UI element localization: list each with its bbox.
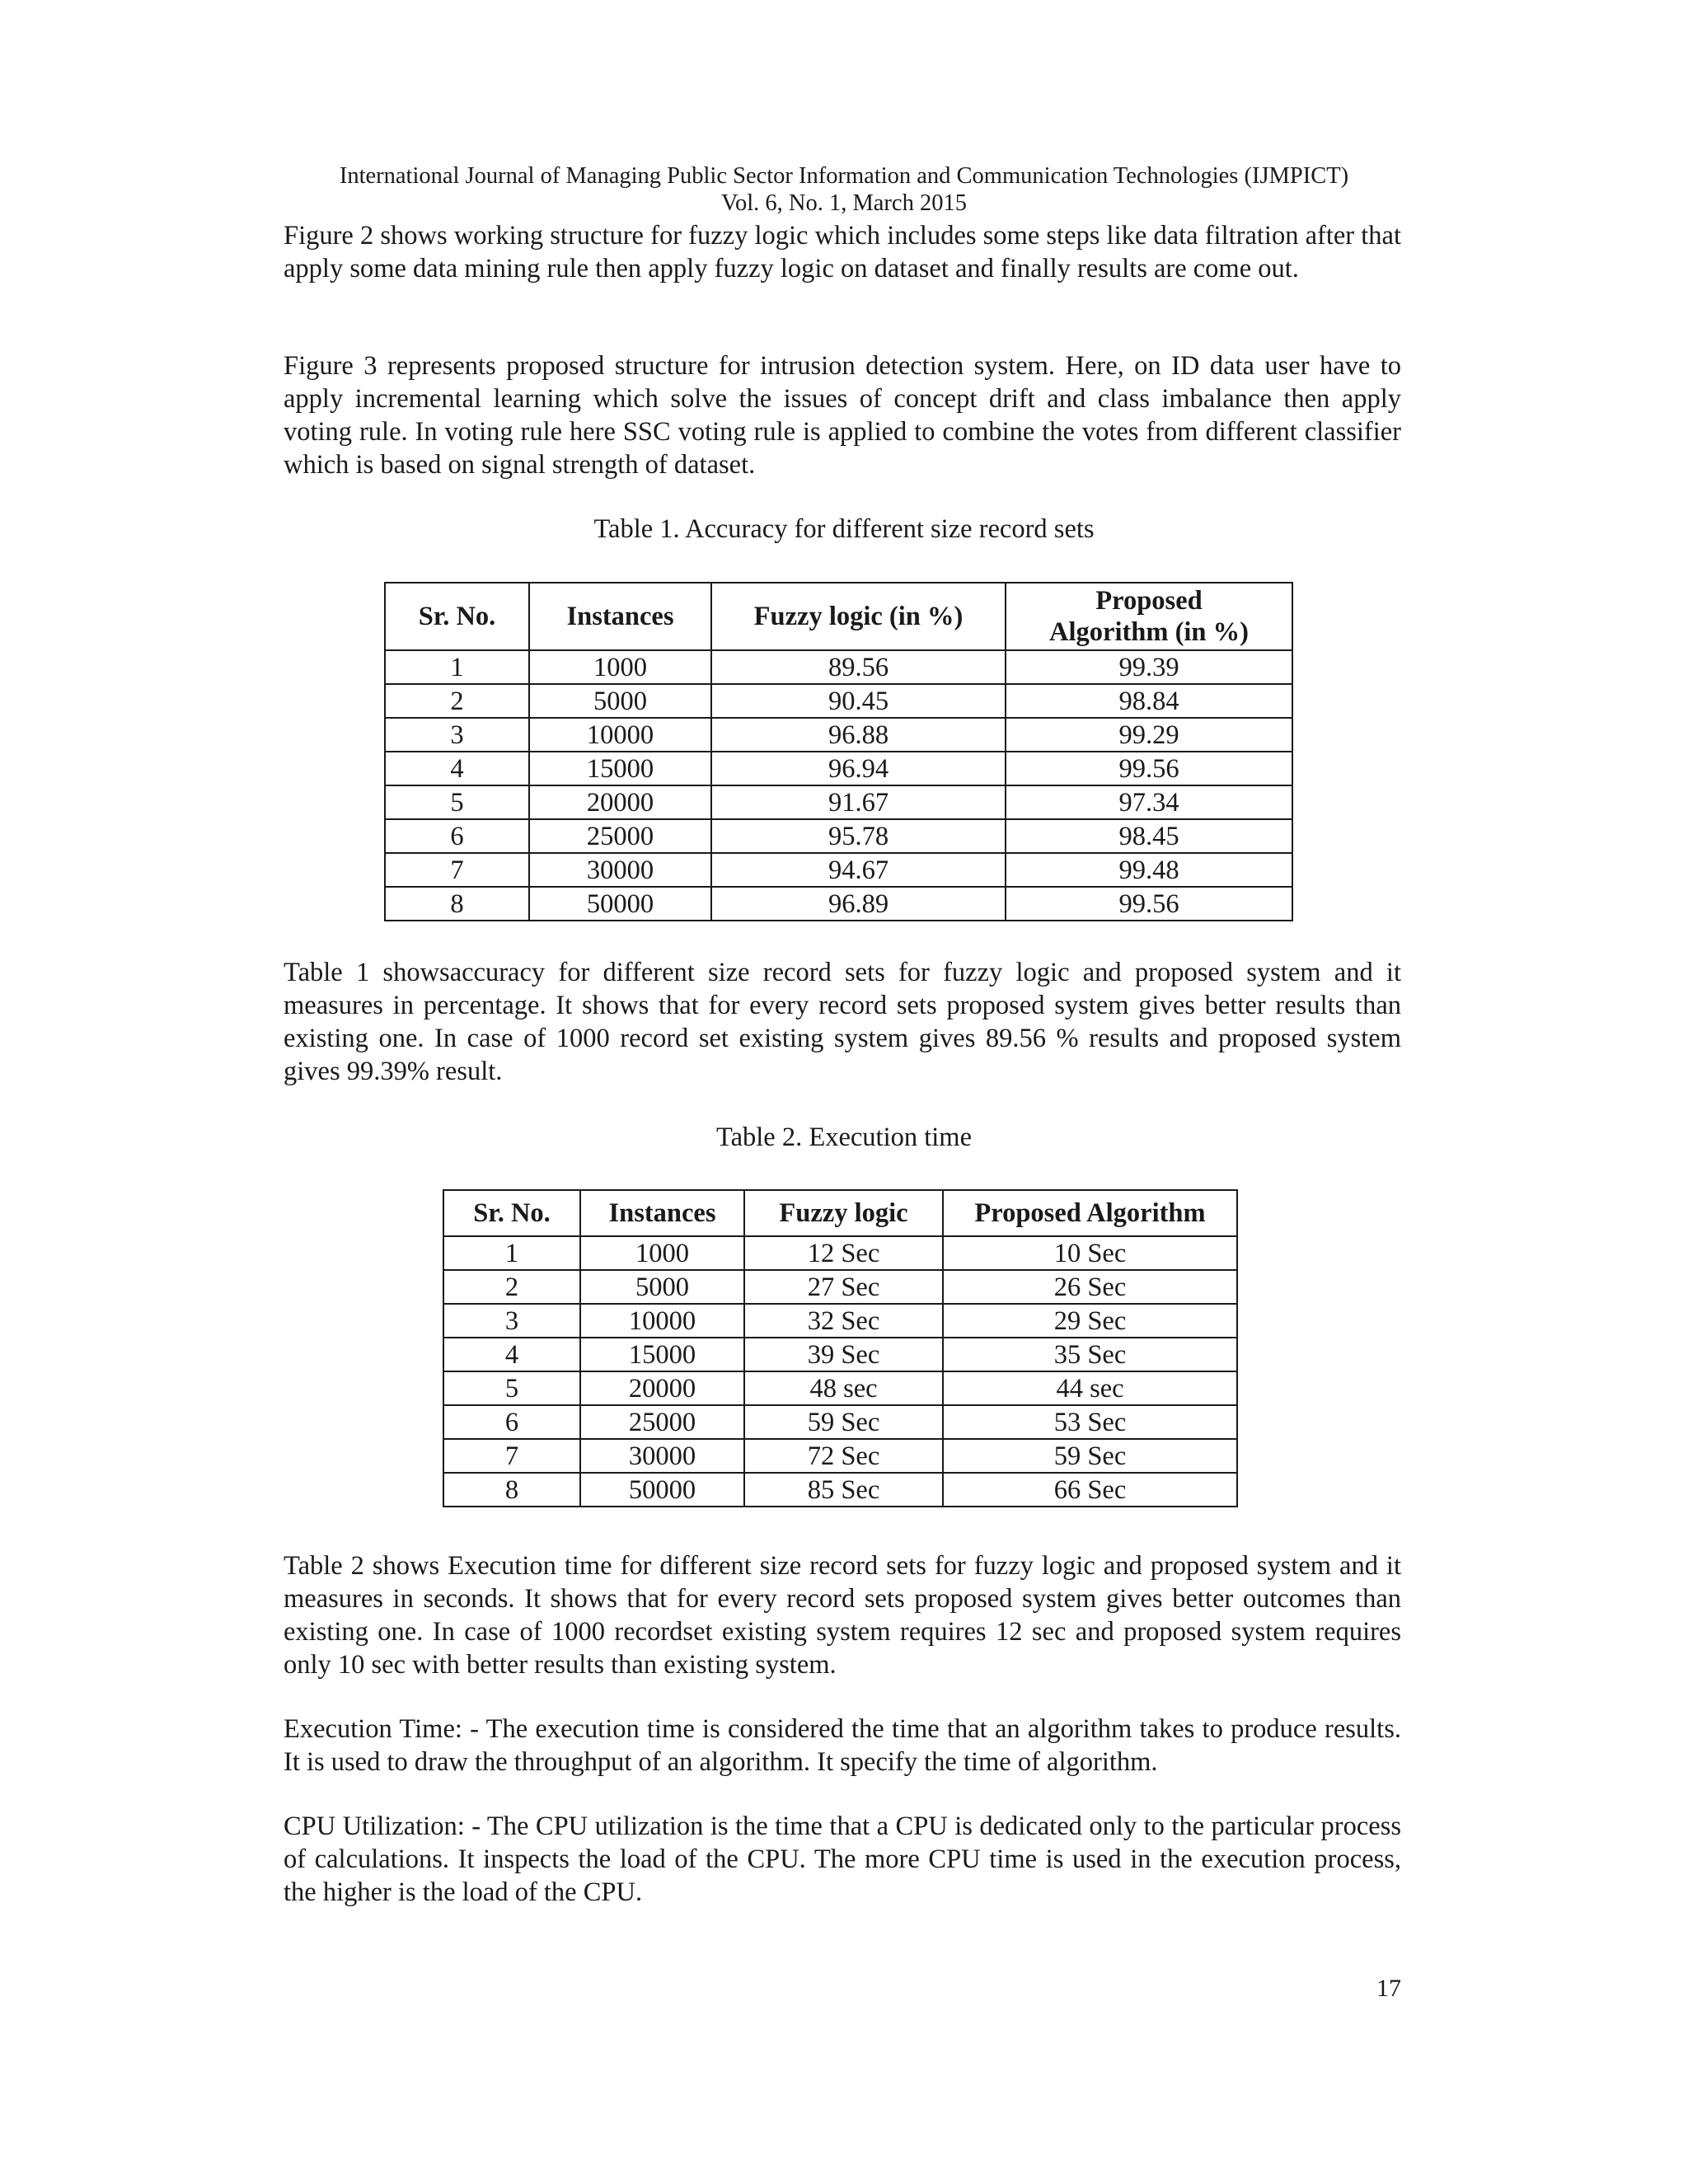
cell: 96.88 [711, 718, 1006, 752]
cell: 5 [385, 785, 529, 819]
table-row [443, 1270, 1237, 1304]
cell: 5000 [529, 684, 711, 718]
cell: 25000 [529, 819, 711, 853]
cell: 1 [443, 1236, 580, 1270]
cell: 7 [443, 1439, 580, 1473]
cell: 44 sec [943, 1371, 1237, 1405]
paragraph-table2-discussion: Table 2 shows Execution time for different size record sets for fuzzy logic and proposed system and it measures in seconds. It shows that for every record sets proposed system gives better outcomes than existing one. In case of 1000 recordset existing system requires 12 sec and proposed system requires only 10 sec with better results than existing system. [284, 1551, 1401, 1680]
cell: 1 [385, 650, 529, 684]
col-header-sr-no: Sr. No. [385, 583, 529, 650]
table-row [385, 887, 1292, 921]
paragraph-execution-time: Execution Time: - The execution time is considered the time that an algorithm takes to produce results. It is used to draw the throughput of an algorithm. It specify the time of algorithm. [284, 1714, 1401, 1777]
journal-title: International Journal of Managing Public Sector Information and Communication Technologies (IJMPICT) [339, 163, 1349, 189]
cell: 27 Sec [744, 1270, 943, 1304]
cell: 32 Sec [744, 1304, 943, 1338]
cell: 90.45 [711, 684, 1006, 718]
table-row [443, 1236, 1237, 1270]
cell: 29 Sec [943, 1304, 1237, 1338]
cell: 98.45 [1006, 819, 1292, 853]
col-header-fuzzy-logic: Fuzzy logic [744, 1190, 943, 1236]
cell: 8 [443, 1473, 580, 1507]
cell: 99.39 [1006, 650, 1292, 684]
table-row [385, 718, 1292, 752]
cell: 15000 [529, 752, 711, 785]
paragraph-cpu-utilization: CPU Utilization: - The CPU utilization is the time that a CPU is dedicated only to the particular process of calculations. It inspects the load of the CPU. The more CPU time is used in the execution process, the higher is the load of the CPU. [284, 1811, 1401, 1907]
cell: 35 Sec [943, 1338, 1237, 1371]
table-row [443, 1473, 1237, 1507]
cell: 39 Sec [744, 1338, 943, 1371]
col-header-sr-no: Sr. No. [443, 1190, 580, 1236]
table-header-row [443, 1190, 1237, 1236]
cell: 26 Sec [943, 1270, 1237, 1304]
cell: 91.67 [711, 785, 1006, 819]
cell: 25000 [580, 1405, 744, 1439]
cell: 85 Sec [744, 1473, 943, 1507]
cell: 1000 [580, 1236, 744, 1270]
col-header-fuzzy-logic: Fuzzy logic (in %) [711, 583, 1006, 650]
paragraph-figure3: Figure 3 represents proposed structure for intrusion detection system. Here, on ID data user have to apply incremental learning which solve the issues of concept drift and class imbalance then apply voting rule. In voting rule here SSC voting rule is applied to combine the votes from different classifier which is based on signal strength of dataset. [284, 351, 1401, 480]
cell: 96.94 [711, 752, 1006, 785]
col-header-instances: Instances [580, 1190, 744, 1236]
cell: 1000 [529, 650, 711, 684]
cell: 7 [385, 853, 529, 887]
cell: 4 [443, 1338, 580, 1371]
cell: 98.84 [1006, 684, 1292, 718]
table-row [443, 1405, 1237, 1439]
cell: 10 Sec [943, 1236, 1237, 1270]
page-number: 17 [1376, 1975, 1401, 2002]
cell: 72 Sec [744, 1439, 943, 1473]
table1-caption: Table 1. Accuracy for different size record sets [593, 514, 1095, 544]
cell: 5 [443, 1371, 580, 1405]
cell: 6 [385, 819, 529, 853]
table-row [443, 1338, 1237, 1371]
cell: 30000 [580, 1439, 744, 1473]
cell: 30000 [529, 853, 711, 887]
table2-execution-time [443, 1189, 1238, 1507]
cell: 8 [385, 887, 529, 921]
cell: 96.89 [711, 887, 1006, 921]
cell: 20000 [580, 1371, 744, 1405]
table-row [385, 650, 1292, 684]
cell: 2 [385, 684, 529, 718]
table-row [385, 853, 1292, 887]
cell: 99.48 [1006, 853, 1292, 887]
cell: 3 [443, 1304, 580, 1338]
table-row [443, 1371, 1237, 1405]
cell: 66 Sec [943, 1473, 1237, 1507]
table-row [385, 819, 1292, 853]
volume-info: Vol. 6, No. 1, March 2015 [721, 190, 967, 216]
cell: 2 [443, 1270, 580, 1304]
table-row [385, 684, 1292, 718]
cell: 53 Sec [943, 1405, 1237, 1439]
cell: 99.56 [1006, 752, 1292, 785]
table-row [385, 785, 1292, 819]
table-row [443, 1439, 1237, 1473]
table-row [443, 1304, 1237, 1338]
cell: 59 Sec [744, 1405, 943, 1439]
paragraph-table1-discussion: Table 1 showsaccuracy for different size record sets for fuzzy logic and proposed system and it measures in percentage. It shows that for every record sets proposed system gives better results than existing one. In case of 1000 record set existing system gives 89.56 % results and proposed system gives 99.39% result. [284, 958, 1401, 1086]
cell: 95.78 [711, 819, 1006, 853]
cell: 5000 [580, 1270, 744, 1304]
table-row [385, 752, 1292, 785]
cell: 89.56 [711, 650, 1006, 684]
cell: 59 Sec [943, 1439, 1237, 1473]
col-header-instances: Instances [529, 583, 711, 650]
cell: 6 [443, 1405, 580, 1439]
cell: 50000 [529, 887, 711, 921]
col-header-proposed-algorithm: Proposed Algorithm (in %) [1006, 583, 1292, 650]
paragraph-figure2: Figure 2 shows working structure for fuzzy logic which includes some steps like data filtration after that apply some data mining rule then apply fuzzy logic on dataset and finally results are come out. [284, 221, 1401, 284]
cell: 97.34 [1006, 785, 1292, 819]
cell: 12 Sec [744, 1236, 943, 1270]
cell: 15000 [580, 1338, 744, 1371]
cell: 10000 [580, 1304, 744, 1338]
cell: 4 [385, 752, 529, 785]
cell: 94.67 [711, 853, 1006, 887]
cell: 99.29 [1006, 718, 1292, 752]
cell: 10000 [529, 718, 711, 752]
cell: 48 sec [744, 1371, 943, 1405]
table1-accuracy [384, 582, 1293, 921]
cell: 3 [385, 718, 529, 752]
table-header-row [385, 583, 1292, 650]
table2-caption: Table 2. Execution time [716, 1122, 972, 1152]
cell: 50000 [580, 1473, 744, 1507]
cell: 99.56 [1006, 887, 1292, 921]
cell: 20000 [529, 785, 711, 819]
col-header-proposed-algorithm: Proposed Algorithm [943, 1190, 1237, 1236]
